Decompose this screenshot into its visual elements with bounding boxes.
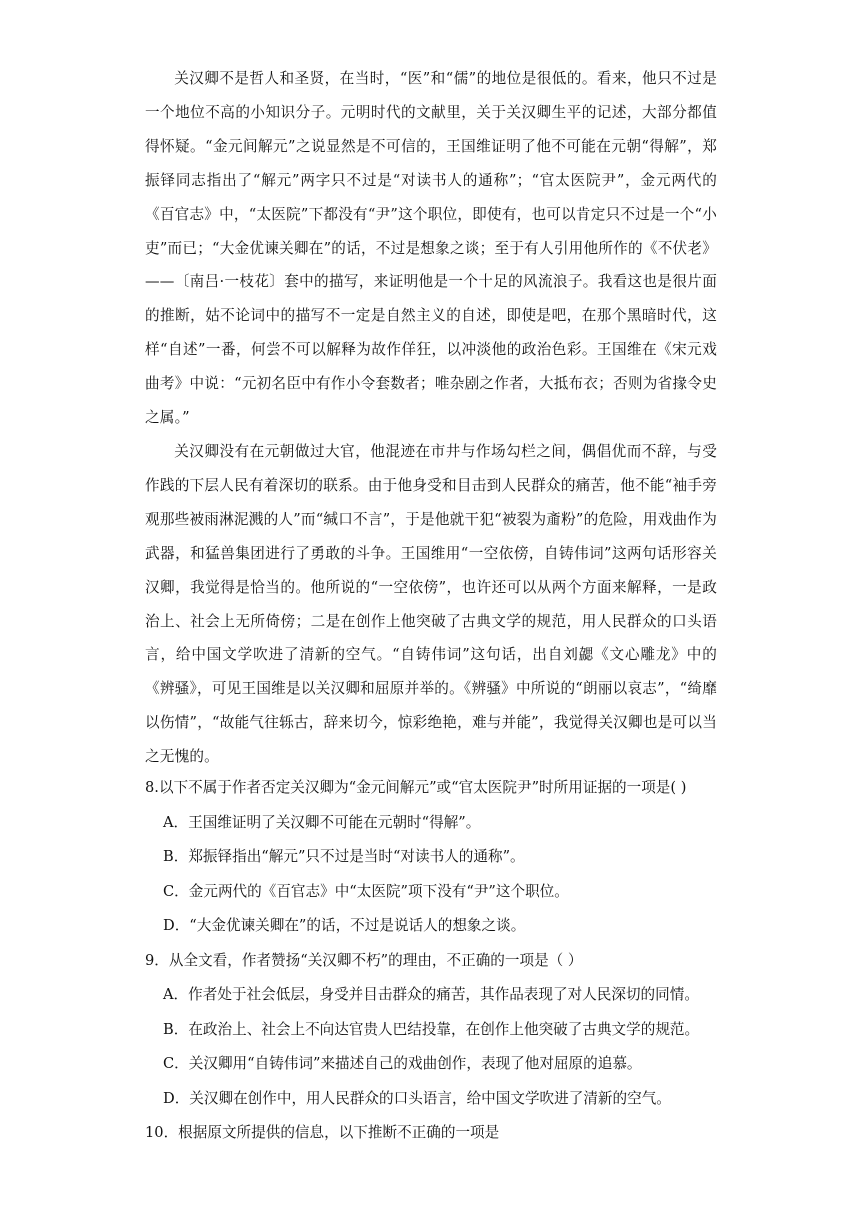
option-d xyxy=(145,1089,735,1124)
option-text: 金元两代的《百官志》中“太医院”项下没有“尹”这个职位。 xyxy=(188,882,569,900)
question-10 xyxy=(145,1123,735,1158)
question-stem xyxy=(145,1123,735,1158)
option-letter: D． xyxy=(163,1089,190,1107)
option-text: 关汉卿用“自铸伟词”来描述自己的戏曲创作，表现了他对屈原的追慕。 xyxy=(188,1055,642,1072)
option-text: 王国维证明了关汉卿不可能在元朝时“得解”。 xyxy=(188,813,481,831)
question-list xyxy=(145,778,735,1158)
option-text: 郑振铎指出“解元”只不过是当时“对读书人的通称”。 xyxy=(188,848,525,865)
option-c xyxy=(145,1054,735,1089)
reading-passage xyxy=(145,62,717,774)
option-letter: C． xyxy=(163,1055,189,1072)
question-text: 从全文看，作者赞扬“关汉卿不朽”的理由，不正确的一项是（ ） xyxy=(168,951,583,969)
question-number: 9． xyxy=(145,951,169,969)
option-b xyxy=(145,847,735,882)
option-text: 作者处于社会低层，身受并目击群众的痛苦，其作品表现了对人民深切的同情。 xyxy=(188,986,699,1003)
option-letter: D． xyxy=(163,917,190,934)
question-stem xyxy=(145,778,735,813)
option-letter: B． xyxy=(163,848,189,865)
option-letter: C． xyxy=(163,882,189,900)
question-number: 8. xyxy=(145,779,159,796)
question-number: 10． xyxy=(145,1124,179,1141)
question-text: 根据原文所提供的信息，以下推断不正确的一项是 xyxy=(178,1124,500,1141)
option-c xyxy=(145,882,735,917)
option-text: 在政治上、社会上不向达官贵人巴结投靠，在创作上他突破了古典文学的规范。 xyxy=(188,1020,700,1038)
question-9 xyxy=(145,951,735,1124)
option-d xyxy=(145,916,735,951)
passage-paragraph-1: 关汉卿不是哲人和圣贤，在当时，“医”和“儒”的地位是很低的。看来，他只不过是一个地位不高的小知识分子。元明时代的文献里，关于关汉卿生平的记述，大部分都值得怀疑。“金元间解元”之说显然是不可信的，王国维证明了他不可能在元朝“得解”，郑振铎同志指出了“解元”两字只不过是“对读书人的通称”；“官太医院尹”，金元两代的《百官志》中，“太医院”下都没有“尹”这个职位，即使有，也可以肯定只不过是一个“小吏”而已；“大金优谏关卿在”的话，不过是想象之谈；至于有人引用他所作的《不伏老》——〔南吕·一枝花〕套中的描写，来证明他是一个十足的风流浪子。我看这也是很片面的推断，姑不论词中的描写不一定是自然主义的自述，即使是吧，在那个黑暗时代，这样“自述”一番，何尝不可以解释为故作佯狂，以冲淡他的政治色彩。王国维在《宋元戏曲考》中说：“元初名臣中有作小令套数者；唯杂剧之作者，大抵布衣；否则为省掾令史之属。” xyxy=(145,70,717,427)
option-letter: B． xyxy=(163,1020,189,1038)
option-a xyxy=(145,813,735,848)
question-text: 以下不属于作者否定关汉卿为“金元间解元”或“官太医院尹”时所用证据的一项是( ) xyxy=(158,779,687,796)
passage-paragraph-2: 关汉卿没有在元朝做过大官，他混迹在市井与作场勾栏之间，偶倡优而不辞，与受作践的下层人民有着深切的联系。由于他身受和目击到人民群众的痛苦，他不能“袖手旁观那些被雨淋泥溅的人”而“缄口不言”，于是他就干犯“被裂为齑粉”的危险，用戏曲作为武器，和猛兽集团进行了勇敢的斗争。王国维用“一空依傍，自铸伟词”这两句话形容关汉卿，我觉得是恰当的。他所说的“一空依傍”，也许还可以从两个方面来解释，一是政治上、社会上无所倚傍；二是在创作上他突破了古典文学的规范，用人民群众的口头语言，给中国文学吹进了清新的空气。“自铸伟词”这句话，出自刘勰《文心雕龙》中的《辨骚》，可见王国维是以关汉卿和屈原并举的。《辨骚》中所说的“朗丽以哀志”，“绮靡以伤情”，“故能气往轹古，辞来切今，惊彩绝艳，难与并能”，我觉得关汉卿也是可以当之无愧的。 xyxy=(145,442,717,766)
option-text: “大金优谏关卿在”的话，不过是说话人的想象之谈。 xyxy=(189,917,526,934)
option-a xyxy=(145,985,735,1020)
option-text: 关汉卿在创作中，用人民群众的口头语言，给中国文学吹进了清新的空气。 xyxy=(189,1089,671,1107)
question-8 xyxy=(145,778,735,951)
option-letter: A． xyxy=(163,986,189,1003)
option-b xyxy=(145,1020,735,1055)
question-stem xyxy=(145,951,735,986)
option-letter: A． xyxy=(163,813,189,831)
